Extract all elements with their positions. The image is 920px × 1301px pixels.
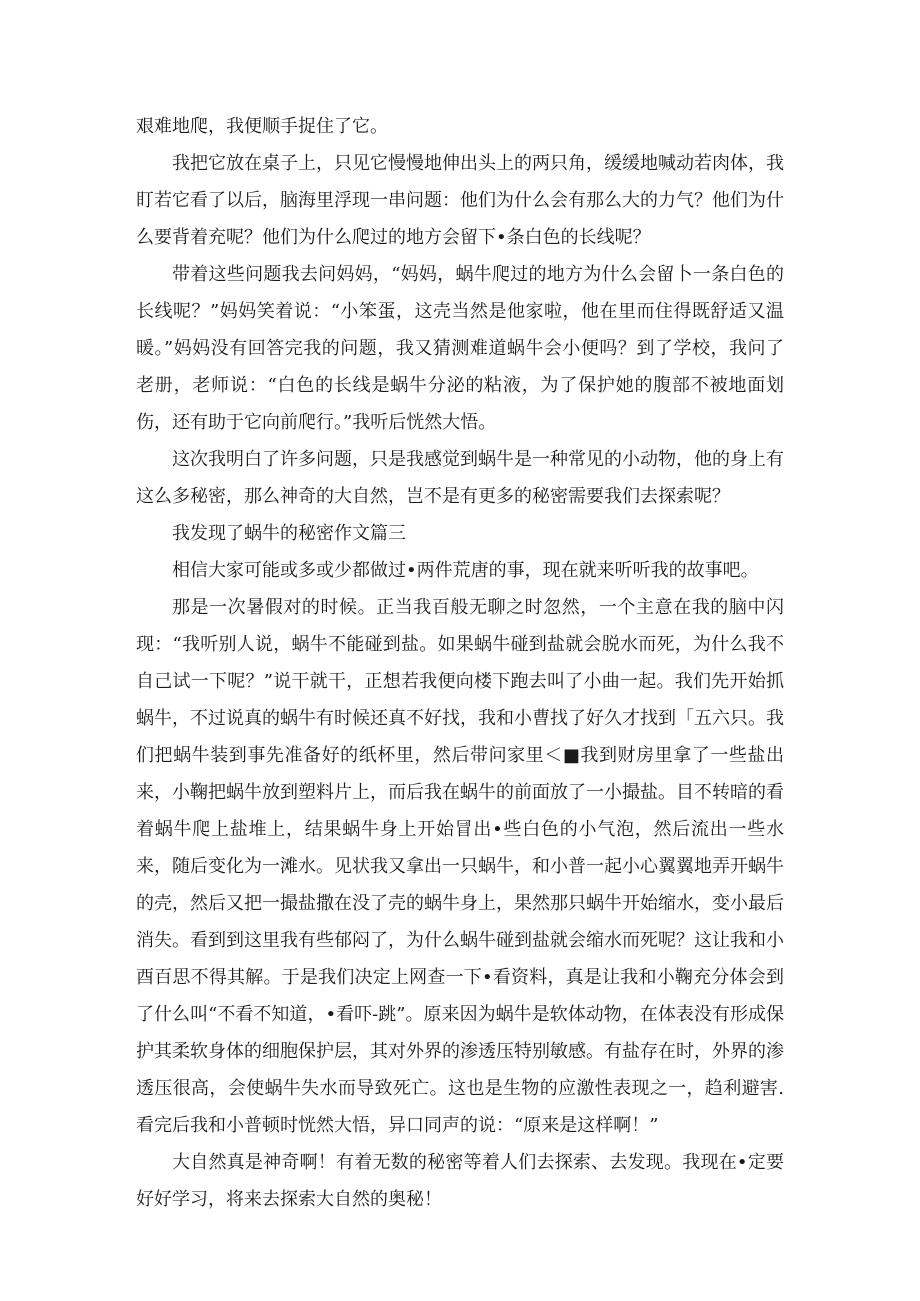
paragraph-2: 我把它放在桌子上，只见它慢慢地伸出头上的两只角，缓缓地喊动若肉体，我盯若它看了以后，脑海里浮现一串问题：他们为什么会有那么大的力气？他们为什么要背着充呢？他们为什么爬过的地方会留下•条白色的长线呢？ (136, 153, 784, 248)
document-body (136, 108, 784, 1218)
paragraph-6: 那是一次暑假对的时候。正当我百般无聊之时忽然，一个主意在我的脑中闪现：“我听别人说，蜗牛不能碰到盐。如果蜗牛碰到盐就会脱水而死，为什么我不自己试一下呢？”说干就干，正想若我便向楼下跑去叫了小曲一起。我们先开始抓蜗牛，不过说真的蜗牛有时候还真不好找，我和小曹找了好久才找到「五六只。我们把蜗牛装到事先准备好的纸杯里，然后带问家里＜■我到财房里拿了一些盐出来，小鞠把蜗牛放到塑料片上，而后我在蜗牛的前面放了一小撮盐。目不转暗的看着蜗牛爬上盐堆上，结果蜗牛身上开始冒出•些白色的小气泡，然后流出一些水来，随后变化为一滩水。见状我又拿出一只蜗牛，和小普一起小心翼翼地弄开蜗牛的壳，然后又把一撮盐撒在没了壳的蜗牛身上，果然那只蜗牛开始缩水，变小最后消失。看到到这里我有些郁闷了，为什么蜗牛碰到盐就会缩水而死呢？这让我和小酉百思不得其解。于是我们决定上网查一下•看资料，真是让我和小鞠充分体会到了什么叫“不看不知道，•看吓-跳”。原来因为蜗牛是软体动物，在体表没有形成保护其柔软身体的细胞保护层，其对外界的渗透压特别敏感。有盐存在时，外界的渗透压很高，会使蜗牛失水而导致死亡。这也是生物的应激性表现之一，趋利避害.看完后我和小普顿时恍然大悟，异口同声的说：“原来是这样啊！” (136, 597, 784, 1136)
paragraph-4: 这次我明白了许多问题，只是我感觉到蜗牛是一种常见的小动物，他的身上有这么多秘密，那么神奇的大自然，岂不是有更多的秘密需要我们去探索呢？ (136, 449, 784, 507)
paragraph-7: 大自然真是神奇啊！有着无数的秘密等着人们去探索、去发现。我现在•定要好好学习，将来去探索大自然的奥秘！ (136, 1152, 784, 1210)
section-heading: 我发现了蜗牛的秘密作文篇三 (172, 523, 406, 544)
paragraph-5: 相信大家可能或多或少都做过•两件荒唐的事，现在就来听听我的故事吧。 (172, 560, 759, 581)
paragraph-1: 艰难地爬，我便顺手捉住了它。 (136, 116, 388, 137)
paragraph-3: 带着这些问题我去问妈妈，“妈妈，蜗牛爬过的地方为什么会留卜一条白色的长线呢？”妈妈笑着说：“小笨蛋，这壳当然是他家啦，他在里而住得既舒适又温暖。”妈妈没有回答完我的问题，我又猜测难道蜗牛会小便吗？到了学校，我问了老册，老师说：“白色的长线是蜗牛分泌的粘液，为了保护她的腹部不被地面划伤，还有助于它向前爬行。”我听后恍然大悟。 (136, 264, 784, 433)
